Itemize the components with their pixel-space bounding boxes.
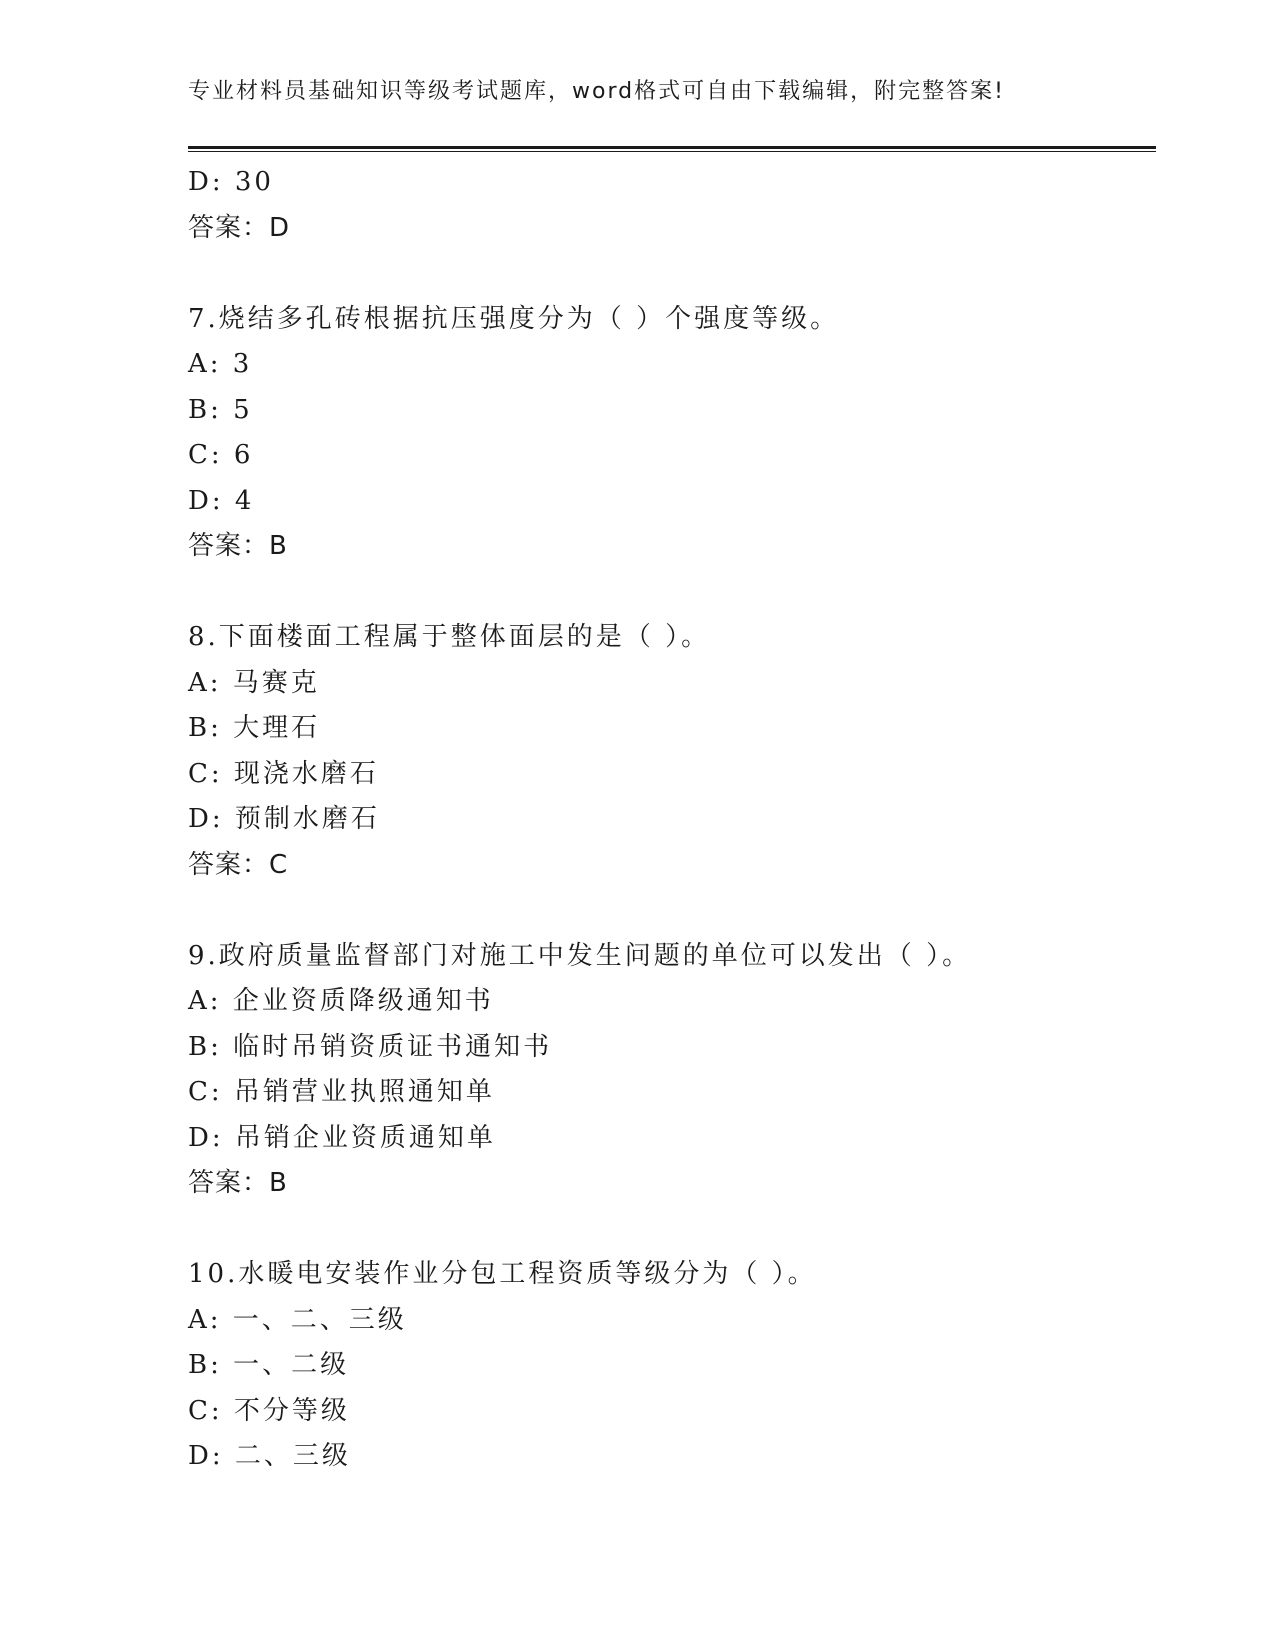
spacer [188, 1207, 1156, 1253]
question-answer: 答案：C [188, 849, 289, 880]
option-b: B: 5 [188, 394, 253, 425]
question-stem: 7.烧结多孔砖根据抗压强度分为（ ）个强度等级。 [188, 303, 840, 334]
prev-option-d: D: 30 [188, 167, 274, 197]
option-b: B: 临时吊销资质证书通知书 [188, 1031, 553, 1062]
page-header-title: 专业材料员基础知识等级考试题库，word格式可自由下载编辑，附完整答案! [188, 79, 1005, 104]
spacer [188, 570, 1156, 616]
question-list [188, 160, 1156, 1480]
option-c: C: 不分等级 [188, 1395, 350, 1426]
option-a: A: 一、二、三级 [188, 1304, 407, 1335]
option-a: A: 3 [188, 349, 253, 379]
option-d: D: 吊销企业资质通知单 [188, 1122, 496, 1153]
question-10 [188, 1252, 1156, 1480]
question-7 [188, 297, 1156, 570]
question-8 [188, 615, 1156, 888]
spacer [188, 251, 1156, 297]
option-d: D: 二、三级 [188, 1441, 351, 1471]
question-stem: 10.水暖电安装作业分包工程资质等级分为（ ）。 [188, 1259, 817, 1289]
question-answer: 答案：B [188, 531, 288, 561]
question-stem: 8.下面楼面工程属于整体面层的是（ ）。 [188, 622, 711, 652]
header-divider [188, 146, 1156, 152]
option-b: B: 大理石 [188, 713, 321, 743]
option-b: B: 一、二级 [188, 1350, 350, 1380]
option-a: A: 企业资质降级通知书 [188, 986, 494, 1016]
question-answer: 答案：B [188, 1168, 288, 1198]
option-d: D: 4 [188, 485, 255, 516]
question-stem: 9.政府质量监督部门对施工中发生问题的单位可以发出（ ）。 [188, 940, 972, 971]
spacer [188, 888, 1156, 934]
option-d: D: 预制水磨石 [188, 804, 380, 834]
option-a: A: 马赛克 [188, 667, 320, 698]
option-c: C: 吊销营业执照通知单 [188, 1077, 495, 1107]
option-c: C: 6 [188, 440, 254, 470]
option-c: C: 现浇水磨石 [188, 758, 379, 789]
prev-answer: 答案：D [188, 212, 291, 243]
question-9 [188, 934, 1156, 1207]
